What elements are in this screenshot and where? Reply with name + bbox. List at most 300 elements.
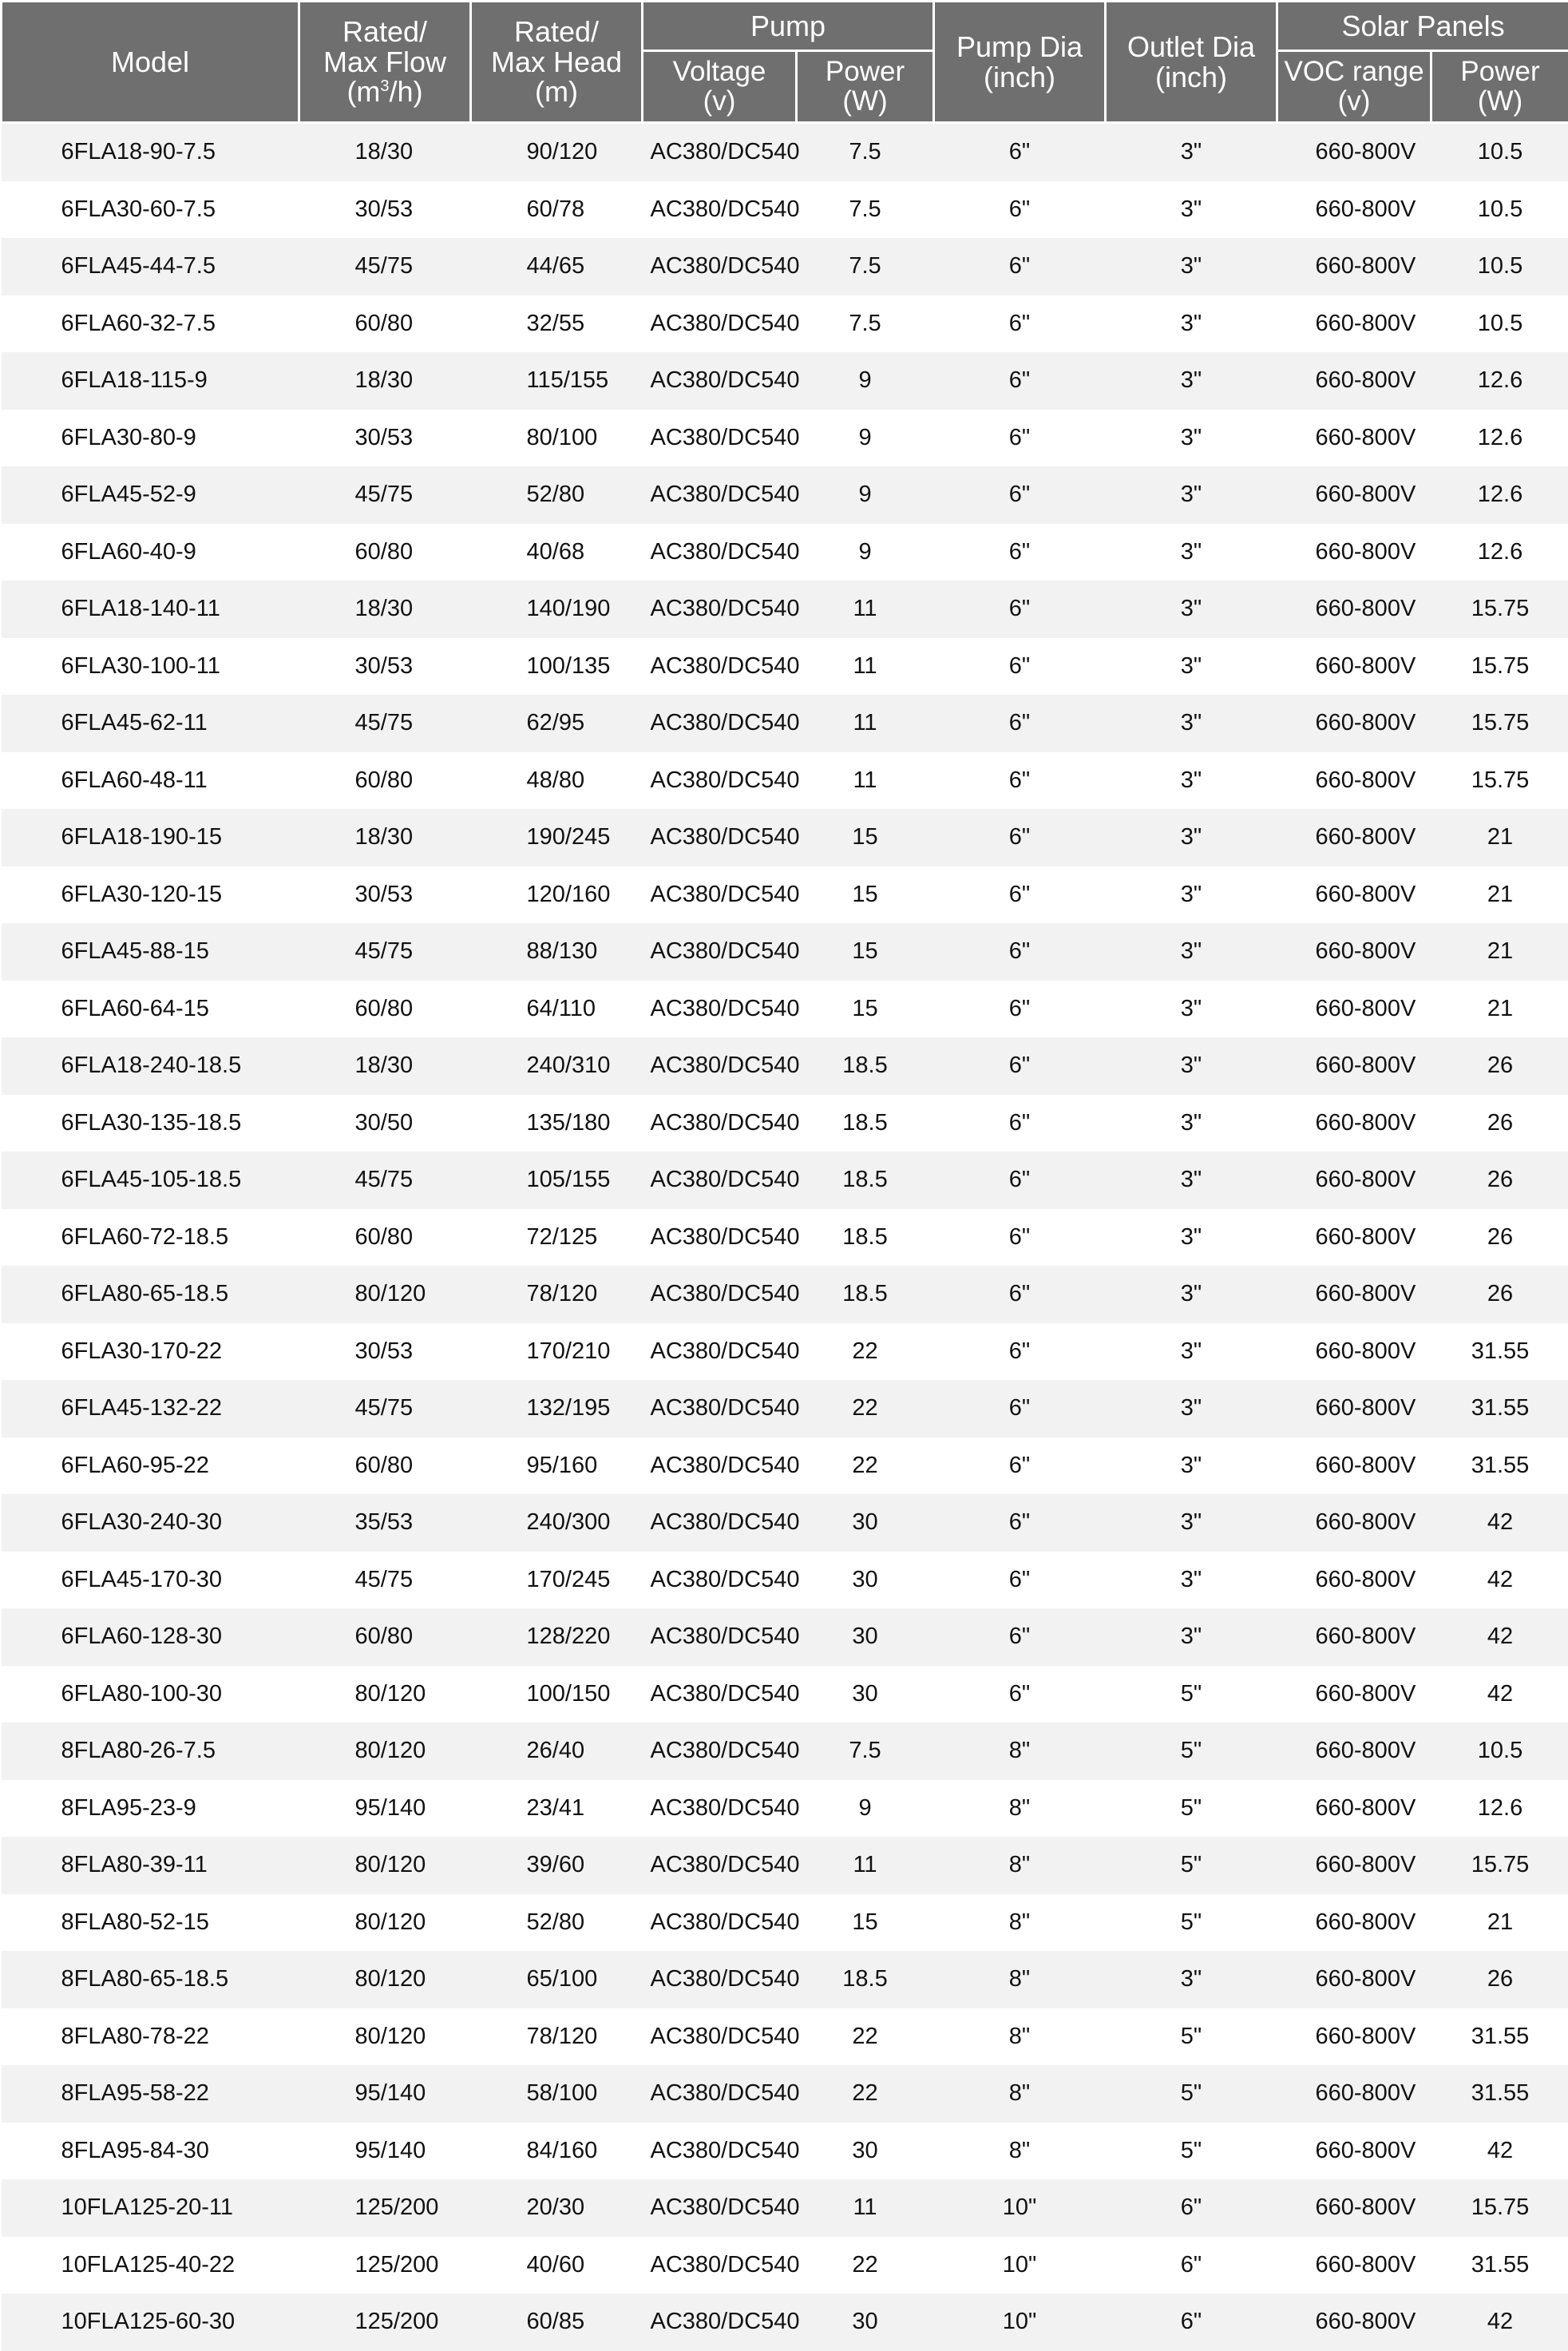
cell-flow: 125/200 <box>299 2294 471 2351</box>
cell-voc-range: 660-800V <box>1277 1780 1431 1838</box>
cell-outlet-dia: 6" <box>1106 2179 1277 2237</box>
table-row <box>2 1152 1568 1209</box>
table-row <box>2 295 1568 353</box>
table-row <box>2 981 1568 1038</box>
cell-pump-dia: 6" <box>934 809 1106 866</box>
cell-pump-power: 22 <box>797 2008 934 2066</box>
cell-solar-power: 42 <box>1431 1608 1568 1666</box>
cell-flow: 80/120 <box>299 1951 471 2008</box>
cell-pump-power: 18.5 <box>797 1266 934 1323</box>
cell-model: 6FLA45-62-11 <box>2 695 299 752</box>
cell-outlet-dia: 3" <box>1106 1380 1277 1437</box>
cell-pump-dia: 10" <box>934 2237 1106 2294</box>
cell-pump-power: 15 <box>797 866 934 924</box>
table-row <box>2 1780 1568 1838</box>
cell-voltage: AC380/DC540 <box>643 1552 797 1609</box>
header-head-unit: (m) <box>535 75 578 108</box>
cell-outlet-dia: 3" <box>1106 1552 1277 1609</box>
cell-flow: 80/120 <box>299 2008 471 2066</box>
cell-pump-dia: 6" <box>934 410 1106 467</box>
cell-solar-power: 21 <box>1431 809 1568 866</box>
table-row <box>2 1894 1568 1952</box>
cell-voc-range: 660-800V <box>1277 1894 1431 1952</box>
cell-solar-power: 31.55 <box>1431 1437 1568 1495</box>
cell-head: 100/150 <box>471 1666 643 1723</box>
cell-solar-power: 15.75 <box>1431 1837 1568 1894</box>
cell-voltage: AC380/DC540 <box>643 638 797 696</box>
cell-voc-range: 660-800V <box>1277 181 1431 239</box>
header-voc-range: VOC range (v) <box>1277 51 1431 123</box>
cell-voc-range: 660-800V <box>1277 1837 1431 1894</box>
cell-outlet-dia: 3" <box>1106 524 1277 581</box>
cell-head: 72/125 <box>471 1209 643 1267</box>
cell-outlet-dia: 3" <box>1106 295 1277 353</box>
cell-pump-power: 30 <box>797 2294 934 2351</box>
cell-model: 10FLA125-60-30 <box>2 2294 299 2351</box>
cell-model: 6FLA30-80-9 <box>2 410 299 467</box>
cell-voltage: AC380/DC540 <box>643 2294 797 2351</box>
cell-pump-power: 9 <box>797 352 934 410</box>
cell-voc-range: 660-800V <box>1277 1266 1431 1323</box>
cell-voc-range: 660-800V <box>1277 866 1431 924</box>
cell-head: 128/220 <box>471 1608 643 1666</box>
cell-flow: 80/120 <box>299 1266 471 1323</box>
cell-pump-dia: 8" <box>934 1723 1106 1780</box>
cell-solar-power: 42 <box>1431 2123 1568 2180</box>
table-row <box>2 695 1568 752</box>
cell-voltage: AC380/DC540 <box>643 1894 797 1952</box>
header-head-line1: Rated/ <box>514 15 599 48</box>
cell-solar-power: 12.6 <box>1431 410 1568 467</box>
cell-model: 8FLA95-23-9 <box>2 1780 299 1838</box>
cell-solar-power: 31.55 <box>1431 2008 1568 2066</box>
cell-head: 52/80 <box>471 1894 643 1952</box>
cell-voc-range: 660-800V <box>1277 2123 1431 2180</box>
table-row <box>2 352 1568 410</box>
cell-head: 64/110 <box>471 981 643 1038</box>
cell-pump-power: 7.5 <box>797 238 934 295</box>
header-outlet-dia: Outlet Dia (inch) <box>1106 2 1277 123</box>
cell-pump-dia: 8" <box>934 2065 1106 2123</box>
cell-head: 40/68 <box>471 524 643 581</box>
table-row <box>2 1552 1568 1609</box>
cell-outlet-dia: 3" <box>1106 1951 1277 2008</box>
cell-flow: 18/30 <box>299 123 471 181</box>
cell-pump-power: 15 <box>797 981 934 1038</box>
cell-outlet-dia: 5" <box>1106 2008 1277 2066</box>
cell-model: 6FLA45-132-22 <box>2 1380 299 1437</box>
cell-voltage: AC380/DC540 <box>643 695 797 752</box>
cell-model: 6FLA30-60-7.5 <box>2 181 299 239</box>
cell-pump-dia: 6" <box>934 1608 1106 1666</box>
cell-head: 52/80 <box>471 466 643 524</box>
cell-voc-range: 660-800V <box>1277 1152 1431 1209</box>
cell-voc-range: 660-800V <box>1277 2179 1431 2237</box>
cell-outlet-dia: 5" <box>1106 1894 1277 1952</box>
cell-voltage: AC380/DC540 <box>643 1494 797 1552</box>
cell-voltage: AC380/DC540 <box>643 866 797 924</box>
cell-head: 78/120 <box>471 2008 643 2066</box>
cell-pump-power: 18.5 <box>797 1209 934 1267</box>
cell-flow: 60/80 <box>299 1608 471 1666</box>
cell-flow: 60/80 <box>299 752 471 810</box>
header-model: Model <box>2 2 299 123</box>
cell-outlet-dia: 3" <box>1106 410 1277 467</box>
cell-flow: 18/30 <box>299 809 471 866</box>
cell-pump-dia: 8" <box>934 1951 1106 2008</box>
table-row <box>2 410 1568 467</box>
table-row <box>2 1723 1568 1780</box>
cell-outlet-dia: 3" <box>1106 1323 1277 1381</box>
cell-voc-range: 660-800V <box>1277 1209 1431 1267</box>
cell-solar-power: 42 <box>1431 1494 1568 1552</box>
cell-model: 6FLA45-52-9 <box>2 466 299 524</box>
cell-outlet-dia: 3" <box>1106 466 1277 524</box>
table-row <box>2 1380 1568 1437</box>
cell-flow: 18/30 <box>299 581 471 638</box>
table-row <box>2 1951 1568 2008</box>
cell-head: 60/78 <box>471 181 643 239</box>
table-row <box>2 809 1568 866</box>
cell-pump-dia: 6" <box>934 581 1106 638</box>
header-flow-unit: $(m^3/h)$ <box>346 75 422 108</box>
cell-voltage: AC380/DC540 <box>643 1608 797 1666</box>
cell-model: 6FLA30-240-30 <box>2 1494 299 1552</box>
cell-voltage: AC380/DC540 <box>643 1323 797 1381</box>
cell-head: 100/135 <box>471 638 643 696</box>
cell-pump-power: 15 <box>797 923 934 981</box>
cell-flow: 18/30 <box>299 1037 471 1095</box>
cell-voc-range: 660-800V <box>1277 1323 1431 1381</box>
cell-solar-power: 12.6 <box>1431 1780 1568 1838</box>
cell-pump-power: 9 <box>797 1780 934 1838</box>
cell-head: 115/155 <box>471 352 643 410</box>
cell-head: 32/55 <box>471 295 643 353</box>
cell-pump-power: 15 <box>797 809 934 866</box>
cell-flow: 45/75 <box>299 1152 471 1209</box>
header-head <box>471 2 643 123</box>
cell-head: 20/30 <box>471 2179 643 2237</box>
cell-model: 6FLA18-115-9 <box>2 352 299 410</box>
cell-voltage: AC380/DC540 <box>643 352 797 410</box>
cell-flow: 60/80 <box>299 1209 471 1267</box>
cell-voc-range: 660-800V <box>1277 695 1431 752</box>
header-pump-power: Power (W) <box>797 51 934 123</box>
table-row <box>2 1209 1568 1267</box>
cell-head: 190/245 <box>471 809 643 866</box>
cell-pump-power: 18.5 <box>797 1037 934 1095</box>
cell-voltage: AC380/DC540 <box>643 2237 797 2294</box>
cell-pump-dia: 6" <box>934 295 1106 353</box>
table-row <box>2 1037 1568 1095</box>
cell-model: 6FLA18-140-11 <box>2 581 299 638</box>
cell-model: 6FLA30-100-11 <box>2 638 299 696</box>
cell-voltage: AC380/DC540 <box>643 238 797 295</box>
cell-pump-power: 18.5 <box>797 1095 934 1152</box>
cell-outlet-dia: 3" <box>1106 1608 1277 1666</box>
cell-model: 6FLA60-64-15 <box>2 981 299 1038</box>
table-row <box>2 923 1568 981</box>
cell-flow: 30/50 <box>299 1095 471 1152</box>
cell-solar-power: 31.55 <box>1431 1323 1568 1381</box>
cell-pump-dia: 6" <box>934 638 1106 696</box>
cell-flow: 95/140 <box>299 2065 471 2123</box>
cell-head: 240/300 <box>471 1494 643 1552</box>
cell-pump-power: 7.5 <box>797 295 934 353</box>
cell-solar-power: 26 <box>1431 1266 1568 1323</box>
table-row <box>2 238 1568 295</box>
cell-voltage: AC380/DC540 <box>643 809 797 866</box>
cell-head: 170/210 <box>471 1323 643 1381</box>
table-row <box>2 581 1568 638</box>
cell-voc-range: 660-800V <box>1277 1437 1431 1495</box>
cell-outlet-dia: 5" <box>1106 1780 1277 1838</box>
cell-head: 90/120 <box>471 123 643 181</box>
cell-solar-power: 42 <box>1431 1666 1568 1723</box>
cell-pump-dia: 6" <box>934 1209 1106 1267</box>
table-row <box>2 2179 1568 2237</box>
cell-pump-power: 22 <box>797 2065 934 2123</box>
header-flow-line1: Rated/ <box>343 15 427 48</box>
cell-pump-power: 30 <box>797 1608 934 1666</box>
cell-pump-dia: 6" <box>934 695 1106 752</box>
cell-voltage: AC380/DC540 <box>643 1037 797 1095</box>
table-row <box>2 181 1568 239</box>
header-flow-line2: Max Flow <box>323 46 446 78</box>
cell-voltage: AC380/DC540 <box>643 524 797 581</box>
cell-model: 6FLA30-135-18.5 <box>2 1095 299 1152</box>
cell-flow: 125/200 <box>299 2179 471 2237</box>
cell-solar-power: 15.75 <box>1431 752 1568 810</box>
cell-voc-range: 660-800V <box>1277 466 1431 524</box>
cell-solar-power: 21 <box>1431 981 1568 1038</box>
cell-head: 78/120 <box>471 1266 643 1323</box>
cell-pump-dia: 6" <box>934 923 1106 981</box>
cell-voltage: AC380/DC540 <box>643 752 797 810</box>
cell-outlet-dia: 6" <box>1106 2294 1277 2351</box>
cell-pump-power: 9 <box>797 410 934 467</box>
cell-outlet-dia: 3" <box>1106 638 1277 696</box>
cell-flow: 95/140 <box>299 1780 471 1838</box>
cell-model: 6FLA60-95-22 <box>2 1437 299 1495</box>
cell-outlet-dia: 3" <box>1106 1095 1277 1152</box>
cell-voltage: AC380/DC540 <box>643 295 797 353</box>
cell-voc-range: 660-800V <box>1277 1608 1431 1666</box>
cell-flow: 125/200 <box>299 2237 471 2294</box>
header-flow <box>299 2 471 123</box>
table-header <box>2 2 1568 123</box>
cell-voltage: AC380/DC540 <box>643 1666 797 1723</box>
cell-flow: 60/80 <box>299 1437 471 1495</box>
cell-solar-power: 15.75 <box>1431 695 1568 752</box>
table-row <box>2 1323 1568 1381</box>
cell-solar-power: 10.5 <box>1431 1723 1568 1780</box>
cell-pump-dia: 6" <box>934 1494 1106 1552</box>
cell-solar-power: 15.75 <box>1431 581 1568 638</box>
cell-voltage: AC380/DC540 <box>643 581 797 638</box>
cell-outlet-dia: 6" <box>1106 2237 1277 2294</box>
cell-head: 65/100 <box>471 1951 643 2008</box>
cell-head: 62/95 <box>471 695 643 752</box>
cell-head: 58/100 <box>471 2065 643 2123</box>
cell-voc-range: 660-800V <box>1277 2237 1431 2294</box>
table-row <box>2 2008 1568 2066</box>
cell-voltage: AC380/DC540 <box>643 923 797 981</box>
cell-pump-power: 7.5 <box>797 123 934 181</box>
cell-model: 6FLA60-32-7.5 <box>2 295 299 353</box>
cell-voc-range: 660-800V <box>1277 238 1431 295</box>
cell-head: 84/160 <box>471 2123 643 2180</box>
table-row <box>2 2294 1568 2351</box>
cell-voc-range: 660-800V <box>1277 295 1431 353</box>
cell-pump-dia: 6" <box>934 1666 1106 1723</box>
cell-pump-power: 11 <box>797 752 934 810</box>
cell-flow: 95/140 <box>299 2123 471 2180</box>
cell-voc-range: 660-800V <box>1277 1666 1431 1723</box>
table-row <box>2 1494 1568 1552</box>
cell-pump-dia: 6" <box>934 981 1106 1038</box>
cell-voc-range: 660-800V <box>1277 352 1431 410</box>
cell-voltage: AC380/DC540 <box>643 466 797 524</box>
cell-pump-power: 18.5 <box>797 1152 934 1209</box>
cell-flow: 60/80 <box>299 524 471 581</box>
cell-solar-power: 21 <box>1431 866 1568 924</box>
cell-voltage: AC380/DC540 <box>643 1095 797 1152</box>
table-row <box>2 638 1568 696</box>
cell-voltage: AC380/DC540 <box>643 1437 797 1495</box>
cell-pump-power: 11 <box>797 581 934 638</box>
cell-outlet-dia: 3" <box>1106 181 1277 239</box>
table-row <box>2 2065 1568 2123</box>
cell-solar-power: 26 <box>1431 1951 1568 2008</box>
cell-pump-power: 30 <box>797 2123 934 2180</box>
cell-head: 23/41 <box>471 1780 643 1838</box>
cell-voltage: AC380/DC540 <box>643 1380 797 1437</box>
cell-pump-power: 11 <box>797 638 934 696</box>
cell-voc-range: 660-800V <box>1277 581 1431 638</box>
header-solar-group: Solar Panels <box>1277 2 1568 51</box>
cell-voc-range: 660-800V <box>1277 410 1431 467</box>
cell-outlet-dia: 3" <box>1106 238 1277 295</box>
cell-pump-power: 22 <box>797 1380 934 1437</box>
cell-outlet-dia: 3" <box>1106 1152 1277 1209</box>
cell-model: 8FLA95-58-22 <box>2 2065 299 2123</box>
cell-pump-dia: 10" <box>934 2179 1106 2237</box>
table-row <box>2 1095 1568 1152</box>
cell-outlet-dia: 3" <box>1106 123 1277 181</box>
cell-head: 135/180 <box>471 1095 643 1152</box>
cell-solar-power: 10.5 <box>1431 123 1568 181</box>
cell-voc-range: 660-800V <box>1277 1723 1431 1780</box>
cell-solar-power: 10.5 <box>1431 238 1568 295</box>
cell-voltage: AC380/DC540 <box>643 1780 797 1838</box>
cell-model: 6FLA18-90-7.5 <box>2 123 299 181</box>
cell-pump-power: 7.5 <box>797 1723 934 1780</box>
cell-pump-dia: 8" <box>934 2008 1106 2066</box>
cell-voc-range: 660-800V <box>1277 1494 1431 1552</box>
cell-voc-range: 660-800V <box>1277 923 1431 981</box>
cell-outlet-dia: 3" <box>1106 1037 1277 1095</box>
cell-model: 10FLA125-40-22 <box>2 2237 299 2294</box>
cell-voc-range: 660-800V <box>1277 2294 1431 2351</box>
cell-pump-dia: 8" <box>934 1837 1106 1894</box>
cell-head: 39/60 <box>471 1837 643 1894</box>
cell-flow: 30/53 <box>299 181 471 239</box>
cell-pump-dia: 6" <box>934 1152 1106 1209</box>
cell-model: 8FLA80-52-15 <box>2 1894 299 1952</box>
cell-pump-dia: 6" <box>934 123 1106 181</box>
cell-pump-dia: 6" <box>934 1552 1106 1609</box>
cell-voltage: AC380/DC540 <box>643 1837 797 1894</box>
cell-solar-power: 42 <box>1431 1552 1568 1609</box>
cell-solar-power: 31.55 <box>1431 1380 1568 1437</box>
cell-pump-dia: 6" <box>934 1380 1106 1437</box>
cell-model: 6FLA30-120-15 <box>2 866 299 924</box>
cell-head: 48/80 <box>471 752 643 810</box>
cell-head: 26/40 <box>471 1723 643 1780</box>
table-row <box>2 1437 1568 1495</box>
cell-flow: 45/75 <box>299 466 471 524</box>
cell-head: 132/195 <box>471 1380 643 1437</box>
cell-flow: 80/120 <box>299 1723 471 1780</box>
cell-solar-power: 15.75 <box>1431 638 1568 696</box>
header-head-line2: Max Head <box>491 46 622 78</box>
cell-solar-power: 10.5 <box>1431 295 1568 353</box>
cell-head: 44/65 <box>471 238 643 295</box>
cell-solar-power: 31.55 <box>1431 2065 1568 2123</box>
cell-outlet-dia: 3" <box>1106 809 1277 866</box>
cell-head: 60/85 <box>471 2294 643 2351</box>
cell-model: 6FLA18-240-18.5 <box>2 1037 299 1095</box>
cell-head: 120/160 <box>471 866 643 924</box>
cell-model: 10FLA125-20-11 <box>2 2179 299 2237</box>
cell-pump-power: 15 <box>797 1894 934 1952</box>
cell-pump-dia: 6" <box>934 1323 1106 1381</box>
header-voltage: Voltage (v) <box>643 51 797 123</box>
cell-pump-power: 30 <box>797 1552 934 1609</box>
cell-pump-dia: 6" <box>934 1266 1106 1323</box>
cell-model: 8FLA80-65-18.5 <box>2 1951 299 2008</box>
cell-voc-range: 660-800V <box>1277 981 1431 1038</box>
cell-pump-dia: 6" <box>934 1437 1106 1495</box>
cell-flow: 45/75 <box>299 1380 471 1437</box>
cell-voc-range: 660-800V <box>1277 2008 1431 2066</box>
cell-flow: 60/80 <box>299 295 471 353</box>
cell-voc-range: 660-800V <box>1277 1037 1431 1095</box>
cell-model: 6FLA80-100-30 <box>2 1666 299 1723</box>
cell-voc-range: 660-800V <box>1277 524 1431 581</box>
cell-voltage: AC380/DC540 <box>643 123 797 181</box>
cell-pump-power: 11 <box>797 1837 934 1894</box>
cell-model: 8FLA80-39-11 <box>2 1837 299 1894</box>
cell-flow: 45/75 <box>299 238 471 295</box>
cell-pump-power: 30 <box>797 1494 934 1552</box>
cell-solar-power: 12.6 <box>1431 524 1568 581</box>
cell-model: 8FLA80-26-7.5 <box>2 1723 299 1780</box>
table-body <box>2 123 1568 2351</box>
cell-voltage: AC380/DC540 <box>643 181 797 239</box>
cell-outlet-dia: 5" <box>1106 1723 1277 1780</box>
table-row <box>2 1837 1568 1894</box>
cell-voltage: AC380/DC540 <box>643 1152 797 1209</box>
cell-voc-range: 660-800V <box>1277 638 1431 696</box>
cell-outlet-dia: 5" <box>1106 2065 1277 2123</box>
cell-model: 8FLA80-78-22 <box>2 2008 299 2066</box>
cell-flow: 30/53 <box>299 410 471 467</box>
cell-voc-range: 660-800V <box>1277 1951 1431 2008</box>
cell-flow: 18/30 <box>299 352 471 410</box>
cell-voc-range: 660-800V <box>1277 809 1431 866</box>
